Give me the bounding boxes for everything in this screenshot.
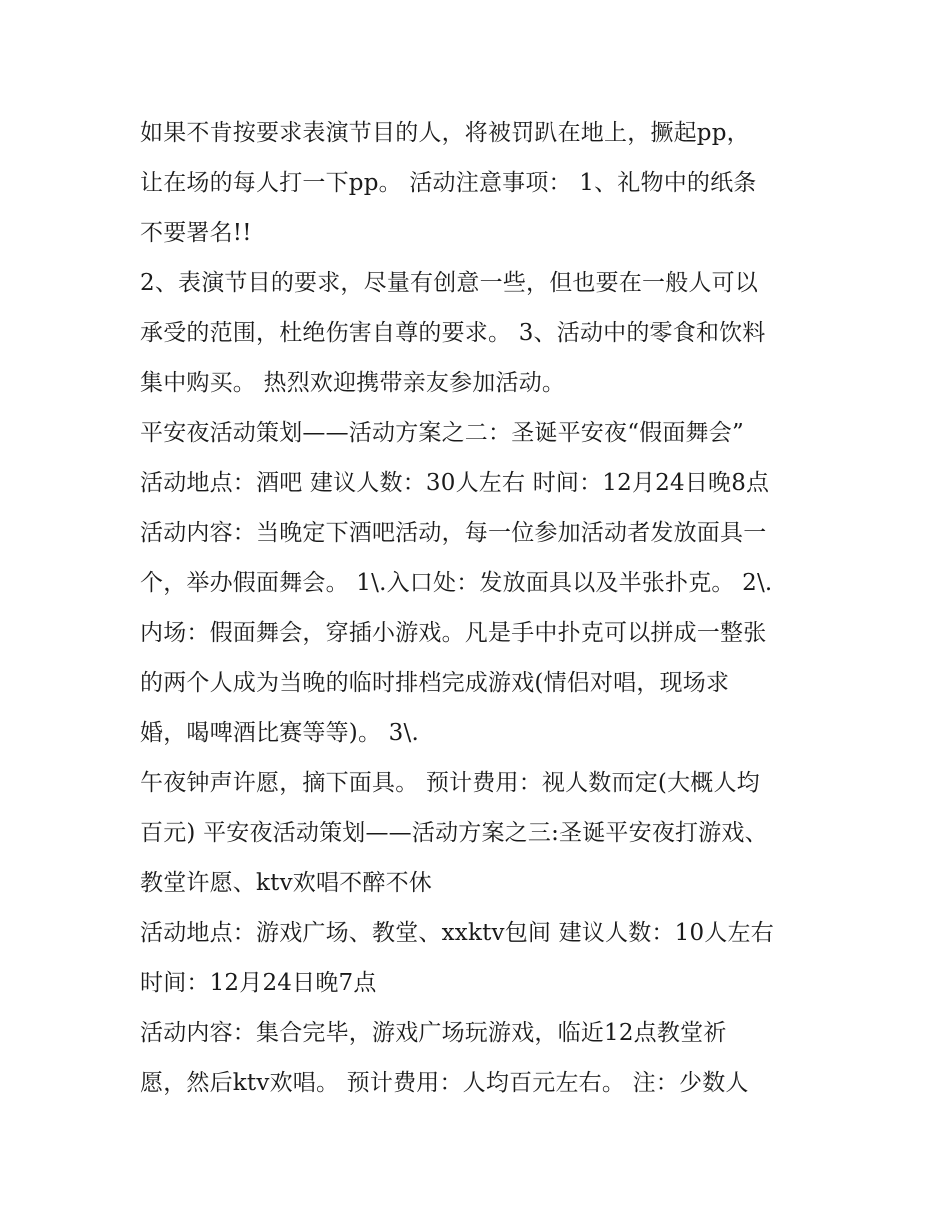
text-line: 婚，喝啤酒比赛等等)。 3\. <box>140 720 419 746</box>
text-line: 活动内容：当晚定下酒吧活动，每一位参加活动者发放面具一 <box>140 520 767 546</box>
text-line: 活动地点：酒吧 建议人数：30人左右 时间：12月24日晚8点 <box>140 470 770 496</box>
text-line: 如果不肯按要求表演节目的人，将被罚趴在地上，撅起pp， <box>140 120 750 146</box>
text-line: 百元) 平安夜活动策划——活动方案之三:圣诞平安夜打游戏、 <box>140 820 768 846</box>
text-line: 2、表演节目的要求，尽量有创意一些，但也要在一般人可以 <box>140 270 759 296</box>
text-line: 承受的范围，杜绝伤害自尊的要求。 3、活动中的零食和饮料 <box>140 320 766 346</box>
text-line: 不要署名!! <box>140 220 252 246</box>
text-line: 愿，然后ktv欢唱。 预计费用：人均百元左右。 注：少数人 <box>140 1070 749 1096</box>
text-line: 内场：假面舞会，穿插小游戏。凡是手中扑克可以拼成一整张 <box>140 620 767 646</box>
text-line: 活动内容：集合完毕，游戏广场玩游戏，临近12点教堂祈 <box>140 1020 727 1046</box>
text-line: 教堂许愿、ktv欢唱不醉不休 <box>140 870 432 896</box>
text-line: 活动地点：游戏广场、教堂、xxktv包间 建议人数：10人左右 <box>140 920 774 946</box>
text-line: 时间：12月24日晚7点 <box>140 970 377 996</box>
text-line: 的两个人成为当晚的临时排档完成游戏(情侣对唱，现场求 <box>140 670 730 696</box>
document-page <box>140 108 830 1108</box>
text-line: 平安夜活动策划——活动方案之二：圣诞平安夜“假面舞会” <box>140 420 744 446</box>
text-line: 个，举办假面舞会。 1\.入口处：发放面具以及半张扑克。 2\. <box>140 570 773 596</box>
text-line: 午夜钟声许愿，摘下面具。 预计费用：视人数而定(大概人均 <box>140 770 760 796</box>
text-line: 让在场的每人打一下pp。 活动注意事项： 1、礼物中的纸条 <box>140 170 757 196</box>
text-line: 集中购买。 热烈欢迎携带亲友参加活动。 <box>140 370 566 396</box>
